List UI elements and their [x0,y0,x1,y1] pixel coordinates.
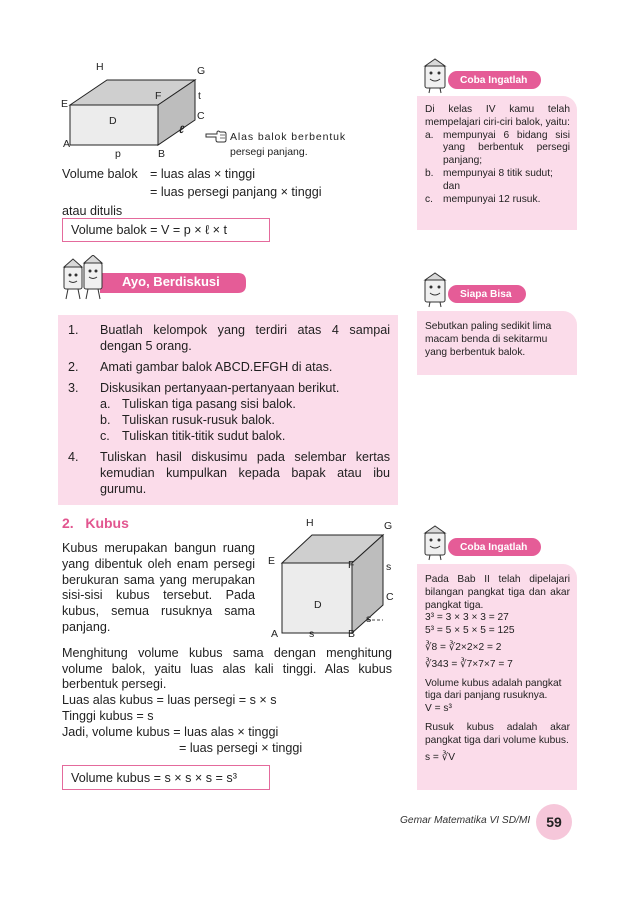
kubus-label-E: E [268,555,276,567]
kubus-label-G: G [384,520,393,532]
coba-ingatlah-2-intro: Pada Bab II telah dipelajari bilangan pangkat tiga dan akar pangkat tiga. [425,574,570,611]
kubus-heading: 2. Kubus [62,515,129,531]
coba-ingatlah-2-para1: Volume kubus adalah pangkat tiga dari panjang rusuknya. [425,677,562,702]
coba-ingatlah-2-eq2: 5³ = 5 × 5 × 5 = 125 [425,625,515,637]
label-H: H [96,61,104,73]
balok-note-line1: Alas balok berbentuk [230,131,347,143]
item-text: Buatlah kelompok yang terdiri atas 4 sampai dengan 5 orang. [100,323,390,353]
siapa-bisa-tab [448,285,526,303]
subitem-text: Tuliskan rusuk-rusuk balok. [122,413,275,427]
subitem-letter: a. [100,397,111,411]
kubus-figure [262,515,402,645]
coba-ingatlah-tab-label: Coba Ingatlah [460,74,528,86]
robot-icon-3 [420,525,450,561]
kubus-label-D: D [314,599,322,611]
kubus-label-A: A [271,628,279,640]
kubus-label-H: H [306,517,314,529]
item-number: 1. [68,323,79,337]
siapa-bisa-tab-label: Siapa Bisa [460,288,512,300]
discussion-subitem-a [100,396,339,412]
balok-note [230,130,346,160]
label-G: G [197,65,206,77]
item-text: Amati gambar balok ABCD.EFGH di atas. [100,360,333,374]
item-text: Diskusikan pertanyaan-pertanyaan berikut. [100,381,340,395]
label-l: ℓ [179,124,185,136]
discussion-item-4 [68,449,390,497]
pointing-hand-icon [205,129,227,143]
kubus-label-F: F [348,559,355,571]
item-number: 4. [68,450,79,464]
coba-ingatlah-1-item-c [425,194,570,207]
balok-note-line2: persegi panjang. [230,146,308,158]
volume-kubus-formula [62,765,270,790]
volume-balok-eq2: = luas persegi panjang × tinggi [150,184,322,199]
kubus-tinggi-line: Tinggi kubus = s [62,709,154,723]
coba-ingatlah-tab-label: Coba Ingatlah [460,541,528,553]
siapa-bisa-panel [417,311,577,375]
volume-balok-text [62,167,402,220]
coba-ingatlah-2-eq5: V = s³ [425,703,452,715]
label-t: t [198,90,201,102]
page-number-text: 59 [546,814,562,830]
subitem-letter: c. [100,429,110,443]
item-text: mempunyai 6 bidang sisi yang berbentuk persegi panjang; [443,129,570,167]
label-C: C [197,110,205,122]
coba-ingatlah-1-item-b [425,168,570,194]
balok-drawing [60,60,220,160]
item-letter: c. [425,193,433,205]
label-A: A [63,138,71,150]
label-E: E [61,98,69,110]
item-number: 3. [68,381,79,395]
subitem-text: Tuliskan tiga pasang sisi balok. [122,397,296,411]
kubus-luas-line: Luas alas kubus = luas persegi = s × s [62,693,277,707]
discussion-block [58,315,398,505]
coba-ingatlah-2-eq1: 3³ = 3 × 3 × 3 = 27 [425,612,509,624]
robot-icon-2 [420,272,450,308]
label-p: p [115,148,121,160]
item-letter: a. [425,129,434,141]
label-D: D [109,115,117,127]
coba-ingatlah-2-eq3: ∛8 = ∛2×2×2 = 2 [425,641,502,653]
kubus-label-B: B [348,628,356,640]
label-B: B [158,148,166,160]
coba-ingatlah-tab-2 [448,538,541,556]
kubus-label-C: C [386,591,394,603]
balok-figure [60,60,220,160]
volume-balok-formula-text: Volume balok = V = p × ℓ × t [71,223,227,237]
volume-balok-label: Volume balok [62,167,138,181]
coba-ingatlah-1-item-a [425,130,570,168]
discussion-subitem-c [100,428,339,444]
kubus-label-s3: s [309,628,315,640]
kubus-para2: Menghitung volume kubus sama dengan menghitung volume balok, yaitu luas alas kali tinggi. Alas kubus berbentuk persegi. [62,646,392,691]
kubus-label-s2: s [366,613,372,625]
footer-book-title: Gemar Matematika VI SD/MI [400,815,531,826]
robot-icon-1 [420,58,450,94]
kubus-label-s1: s [386,561,392,573]
volume-balok-line3: atau ditulis [62,204,123,218]
item-number: 2. [68,360,79,374]
siapa-bisa-text: Sebutkan paling sedikit lima macam benda di sekitarmu yang berbentuk balok. [425,321,552,358]
coba-ingatlah-panel-2 [417,564,577,790]
volume-kubus-formula-text: Volume kubus = s × s × s = s³ [71,770,237,785]
discussion-item-3 [68,380,390,444]
discussion-item-1 [68,322,390,354]
page-number [536,804,572,840]
item-text: Tuliskan hasil diskusimu pada selembar kertas kemudian kumpulkan kepada bapak atau ibu gurumu. [100,450,390,496]
coba-ingatlah-1-intro: Di kelas IV kamu telah mempelajari ciri-ciri balok, yaitu: [425,104,570,128]
discussion-subitem-b [100,412,339,428]
volume-balok-eq1: = luas alas × tinggi [150,167,256,181]
item-text: mempunyai 8 titik sudut; dan [443,167,553,192]
ayo-berdiskusi-banner [60,255,250,305]
coba-ingatlah-tab-1 [448,71,541,89]
coba-ingatlah-2-eq6: s = ∛V [425,751,455,763]
subitem-letter: b. [100,413,111,427]
label-F: F [155,90,162,102]
coba-ingatlah-2-eq4: ∛343 = ∛7×7×7 = 7 [425,658,513,670]
kubus-jadi-line2: = luas persegi × tinggi [179,741,303,755]
kubus-drawing [262,515,402,645]
ayo-berdiskusi-title: Ayo, Berdiskusi [122,274,220,289]
subitem-text: Tuliskan titik-titik sudut balok. [122,429,286,443]
discussion-item-2 [68,359,390,375]
item-text: mempunyai 12 rusuk. [443,193,541,205]
item-letter: b. [425,167,434,179]
volume-balok-formula [62,218,270,242]
coba-ingatlah-2-para2: Rusuk kubus adalah akar pangkat tiga dari volume kubus. [425,721,570,746]
kubus-jadi-line: Jadi, volume kubus = luas alas × tinggi [62,725,279,739]
coba-ingatlah-panel-1 [417,96,577,230]
kubus-para1: Kubus merupakan bangun ruang yang dibentuk oleh enam persegi berukuran sama yang merupakan sisi-sisi kubus tersebut. Pada kubus, semua rusuknya sama panjang. [62,541,255,634]
